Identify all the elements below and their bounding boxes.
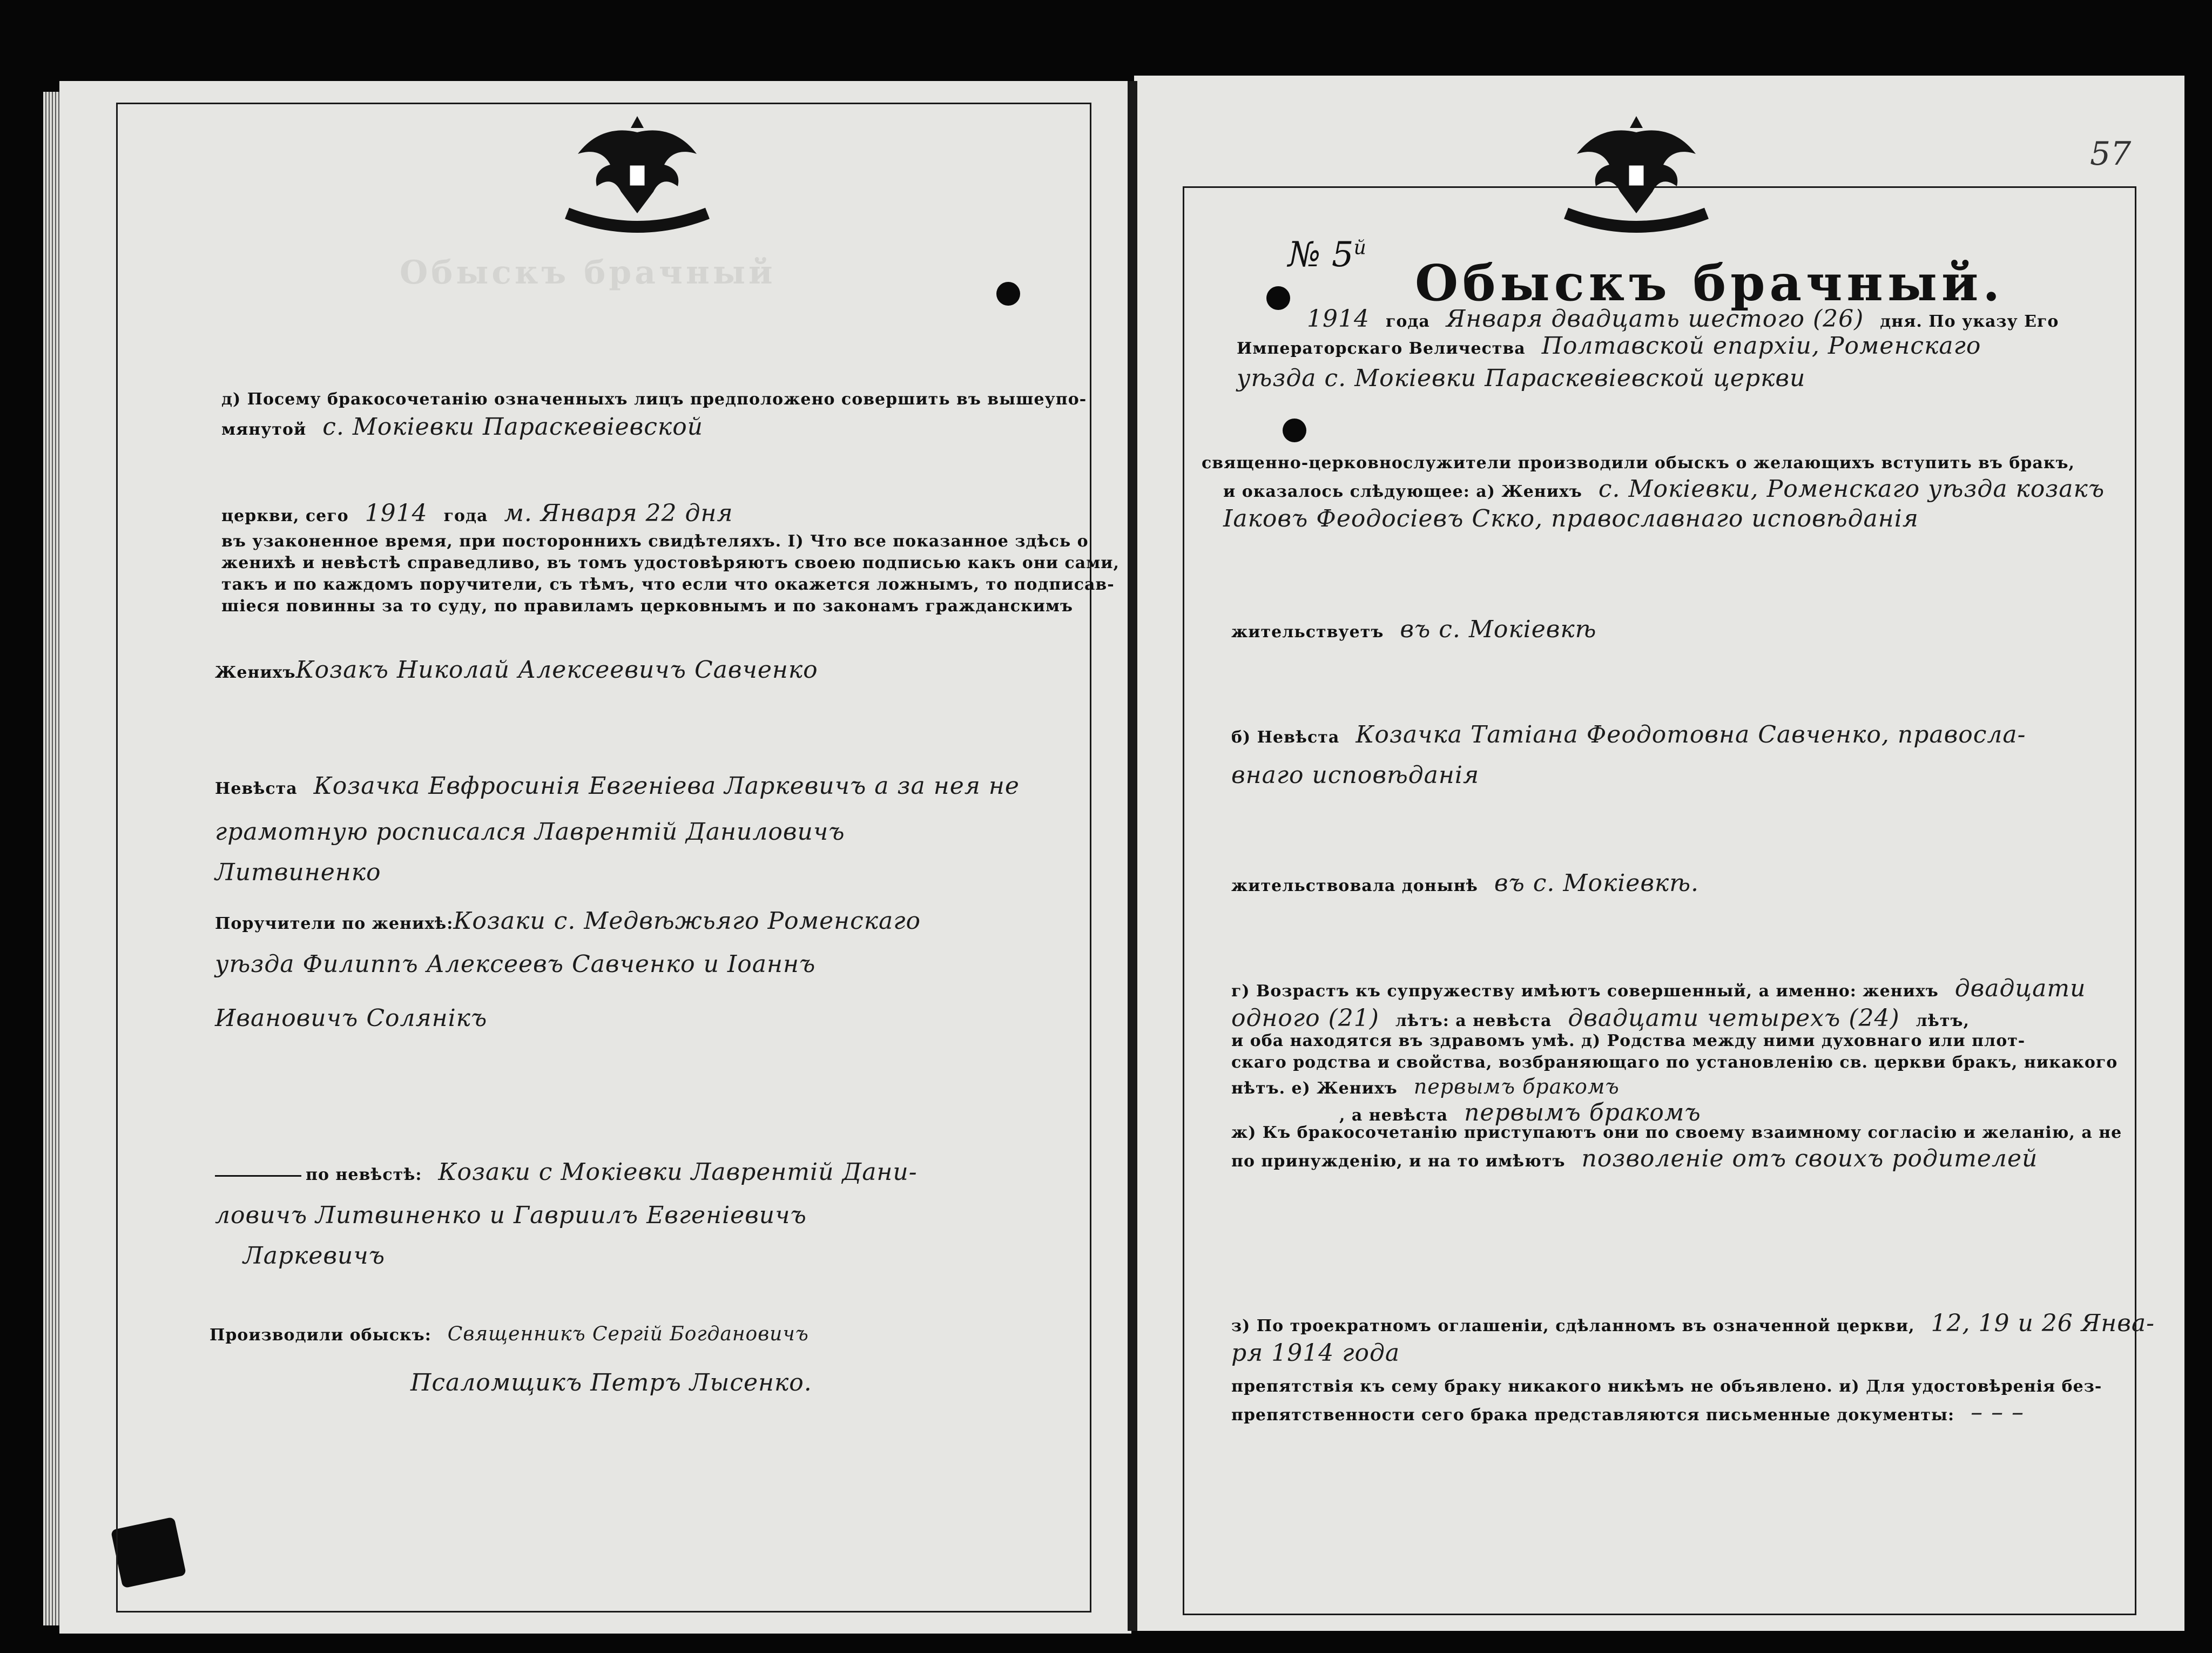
groom-sureties-line-1: [215, 907, 921, 935]
handwritten-text: м. Января 22 дня: [504, 500, 733, 527]
handwritten-text: Козаки с Мокіевки Лаврентій Дани-: [438, 1158, 918, 1186]
bride-residence-label: жительствовала донынѣ: [1231, 876, 1478, 895]
page-number: 57: [2090, 135, 2132, 173]
item-d-line-3: [221, 500, 733, 527]
handwritten-text: с. Мокіевки, Роменскаго уѣзда козакъ: [1598, 475, 2105, 503]
item-d-line-2: [221, 413, 703, 441]
intro-line-1: [1307, 305, 2059, 333]
item-z-line-4: [1231, 1399, 2024, 1426]
item-g-line-6: [1339, 1099, 1701, 1126]
printed-text: лѣтъ,: [1916, 1011, 1970, 1030]
bride-sureties-line-1: [215, 1158, 918, 1186]
item-z-line-3: препятствія къ сему браку никакого никѣмъ не объявлено. и) Для удостовѣренія без-: [1231, 1377, 2102, 1396]
handwritten-text: 12, 19 и 26 Янва-: [1931, 1310, 2155, 1337]
item-d-line-6: такъ и по каждомъ поручители, съ тѣмъ, что если что окажется ложнымъ, то подписав-: [221, 575, 1115, 594]
bride-label: б) Невѣста: [1231, 728, 1340, 747]
punch-hole: [1283, 419, 1306, 442]
printed-text: з) По троекратномъ оглашеніи, сдѣланномъ въ означенной церкви,: [1231, 1317, 1915, 1335]
groom-line: [215, 656, 818, 684]
handwritten-text: двадцати: [1954, 975, 2086, 1002]
printed-text: препятственности сего брака представляются письменные документы:: [1231, 1406, 1955, 1425]
item-zh-line-2: [1231, 1145, 2038, 1172]
item-z-line-1: [1231, 1310, 2155, 1337]
bride-line-1: [1231, 721, 2026, 748]
groom-residence-value: въ с. Мокіевкѣ: [1400, 616, 1597, 643]
bride-line-1: [215, 772, 1020, 800]
intro-line-6: Іаковъ Феодосіевъ Скко, православнаго исповѣданія: [1223, 505, 1919, 532]
punch-hole: [996, 282, 1020, 306]
handwritten-text: 1914: [365, 500, 428, 527]
item-d-line-5: женихѣ и невѣстѣ справедливо, въ томъ удостовѣряютъ своею подписью какъ они сами,: [221, 554, 1120, 572]
dash-rule: [215, 1175, 301, 1177]
bride-sureties-line-3: Ларкевичъ: [243, 1242, 386, 1270]
printed-text: по принужденію, и на то имѣютъ: [1231, 1152, 1566, 1171]
item-z-line-2: ря 1914 года: [1231, 1339, 1400, 1367]
handwritten-text: Полтавской епархіи, Роменскаго: [1541, 332, 1981, 360]
item-zh-line-1: ж) Къ бракосочетанію приступаютъ они по своему взаимному согласію и желанію, а не: [1231, 1123, 2122, 1142]
handwritten-text: с. Мокіевки Параскевіевской: [322, 413, 704, 441]
handwritten-text: двадцати четырехъ (24): [1568, 1004, 1900, 1032]
groom-sureties-label: Поручители по женихѣ:: [215, 914, 454, 933]
bleedthrough-text: Обыскъ брачный: [400, 254, 776, 292]
item-g-line-4: скаго родства и свойства, возбраняющаго по установленію св. церкви бракъ, никакого: [1231, 1053, 2118, 1072]
intro-line-2: [1237, 332, 1981, 360]
handwritten-text: Января двадцать шестого (26): [1446, 305, 1864, 333]
printed-text: г) Возрастъ къ супружеству имѣютъ совершенный, а именно: женихъ: [1231, 982, 1939, 1001]
bride-sureties-line-2: ловичъ Литвиненко и Гавриилъ Евгеніевичъ: [215, 1202, 807, 1229]
intro-line-4: священно-церковнослужители производили обыскъ о желающихъ вступить въ бракъ,: [1202, 454, 2075, 473]
printed-text: Императорскаго Величества: [1237, 339, 1526, 358]
handwritten-text: 1914: [1307, 305, 1370, 333]
item-d-line-4: въ узаконенное время, при постороннихъ свидѣтеляхъ. I) Что все показанное здѣсь о: [221, 532, 1089, 551]
record-number-text: № 5: [1288, 235, 1354, 275]
intro-line-5: [1223, 475, 2105, 503]
conducted-line-1: [210, 1323, 809, 1345]
handwritten-text: первымъ бракомъ: [1464, 1099, 1701, 1126]
groom-sureties-line-3: Ивановичъ Солянікъ: [215, 1004, 488, 1032]
printed-text: лѣтъ: а невѣста: [1395, 1011, 1552, 1030]
punch-hole: [1266, 286, 1290, 310]
bride-line-2: грамотную росписался Лаврентій Даниловичъ: [215, 818, 845, 846]
bride-line-2: внаго исповѣданія: [1231, 761, 1480, 789]
handwritten-text: – – –: [1971, 1399, 2025, 1426]
priest-name: Священникъ Сергій Богдановичъ: [447, 1323, 809, 1345]
item-g-line-1: [1231, 975, 2086, 1002]
book-gutter: [1128, 81, 1137, 1631]
item-d-line-1: д) Посему бракосочетанію означенныхъ лицъ предположено совершить въ вышеупо-: [221, 390, 1087, 409]
handwritten-text: позволеніе отъ своихъ родителей: [1581, 1145, 2038, 1172]
bride-residence-value: въ с. Мокіевкѣ.: [1494, 869, 1700, 897]
imperial-eagle-crest-icon: [1555, 105, 1717, 246]
handwritten-text: Козаки с. Медвѣжьяго Роменскаго: [453, 907, 921, 935]
intro-line-3: уѣзда с. Мокіевки Параскевіевской церкви: [1237, 365, 1806, 392]
conducted-line-2: Псаломщикъ Петръ Лысенко.: [410, 1369, 812, 1396]
bride-line-3: Литвиненко: [215, 859, 381, 886]
imperial-eagle-crest-icon: [556, 105, 718, 246]
item-g-line-5: [1231, 1075, 1620, 1098]
conducted-label: Производили обыскъ:: [210, 1326, 431, 1345]
document-title: Обыскъ брачный.: [1415, 254, 2005, 312]
printed-text: церкви, сего: [221, 507, 349, 525]
record-number-suffix: й: [1353, 237, 1366, 259]
bride-name: Козачка Татіана Феодотовна Савченко, правосла-: [1355, 721, 2026, 748]
printed-text: , а невѣста: [1339, 1106, 1448, 1125]
bride-sureties-label: по невѣстѣ:: [306, 1165, 422, 1184]
printed-text: года: [443, 507, 488, 525]
printed-text: года: [1385, 312, 1430, 331]
item-g-line-3: и оба находятся въ здравомъ умѣ. д) Родства между ними духовнаго или плот-: [1231, 1031, 2026, 1050]
handwritten-text: первымъ бракомъ: [1413, 1075, 1620, 1098]
groom-label: Женихъ: [215, 663, 296, 682]
groom-residence-label: жительствуетъ: [1231, 623, 1384, 642]
item-d-line-7: шіеся повинны за то суду, по правиламъ церковнымъ и по законамъ гражданскимъ: [221, 597, 1074, 616]
handwritten-text: одного (21): [1231, 1004, 1379, 1032]
groom-name: Козакъ Николай Алексеевичъ Савченко: [295, 656, 818, 684]
printed-text: мянутой: [221, 420, 307, 439]
bride-name: Козачка Евфросинія Евгеніева Ларкевичъ а за нея не: [313, 772, 1020, 800]
printed-text: нѣтъ. е) Женихъ: [1231, 1079, 1398, 1098]
item-g-line-2: [1231, 1004, 1970, 1032]
groom-residence-line: [1231, 616, 1597, 643]
bride-label: Невѣста: [215, 779, 298, 798]
groom-sureties-line-2: уѣзда Филиппъ Алексеевъ Савченко и Іоаннъ: [215, 950, 816, 978]
printed-text: дня. По указу Его: [1880, 312, 2059, 331]
bride-residence-line: [1231, 869, 1699, 897]
printed-text: и оказалось слѣдующее: а) Женихъ: [1223, 482, 1582, 501]
record-number: [1288, 235, 1366, 275]
